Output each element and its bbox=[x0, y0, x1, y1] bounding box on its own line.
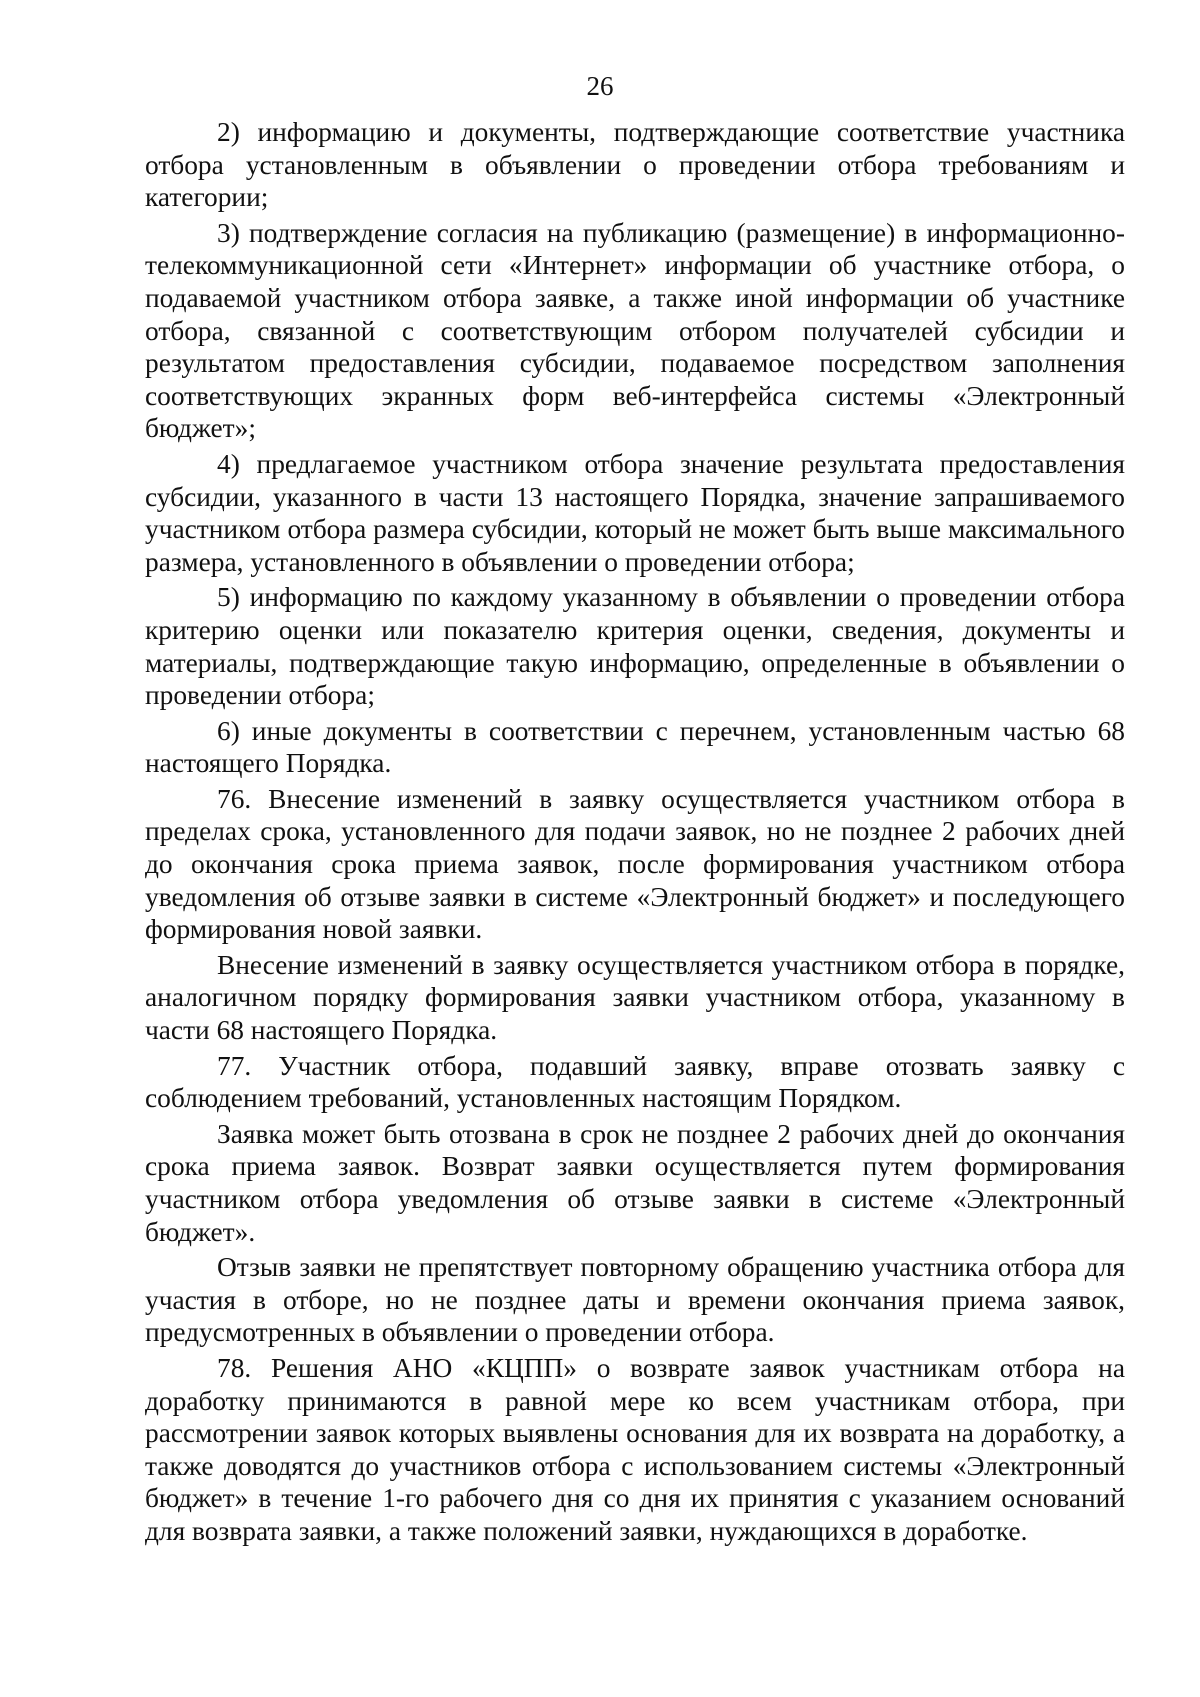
paragraph-clause-77-withdrawal: Заявка может быть отозвана в срок не позднее 2 рабочих дней до окончания срока приема заявок. Возврат заявки осуществляется путем формирования участником отбора уведомления об отзыве заявки в системе «Электронный бюджет». bbox=[145, 1118, 1125, 1247]
page-number: 26 bbox=[586, 71, 614, 101]
paragraph-clause-78: 78. Решения АНО «КЦПП» о возврате заявок участникам отбора на доработку принимаются в равной мере ко всем участникам отбора, при рассмотрении заявок которых выявлены основания для их возврата на доработку, а также доводятся до участников отбора с использованием системы «Электронный бюджет» в течение 1-го рабочего дня со дня их принятия с указанием оснований для возврата заявки, а также положений заявки, нуждающихся в доработке. bbox=[145, 1352, 1125, 1546]
paragraph-item-3: 3) подтверждение согласия на публикацию (размещение) в информационно-телекоммуникационной сети «Интернет» информации об участнике отбора, о подаваемой участником отбора заявке, а также иной информации об участнике отбора, связанной с соответствующим отбором получателей субсидии и результатом предоставления субсидии, подаваемое посредством заполнения соответствующих экранных форм веб-интерфейса системы «Электронный бюджет»; bbox=[145, 217, 1125, 444]
paragraph-item-6: 6) иные документы в соответствии с перечнем, установленным частью 68 настоящего Порядка. bbox=[145, 715, 1125, 779]
paragraph-item-5: 5) информацию по каждому указанному в объявлении о проведении отбора критерию оценки или показателю критерия оценки, сведения, документы и материалы, подтверждающие такую информацию, определенные в объявлении о проведении отбора; bbox=[145, 582, 1125, 711]
document-body bbox=[145, 116, 1125, 1551]
paragraph-clause-76: 76. Внесение изменений в заявку осуществляется участником отбора в пределах срока, установленного для подачи заявок, но не позднее 2 рабочих дней до окончания срока приема заявок, после формирования участником отбора уведомления об отзыве заявки в системе «Электронный бюджет» и последующего формирования новой заявки. bbox=[145, 783, 1125, 945]
paragraph-item-2: 2) информацию и документы, подтверждающие соответствие участника отбора установленным в объявлении о проведении отбора требованиям и категории; bbox=[145, 117, 1125, 213]
paragraph-clause-76-cont: Внесение изменений в заявку осуществляется участником отбора в порядке, аналогичном порядку формирования заявки участником отбора, указанному в части 68 настоящего Порядка. bbox=[145, 949, 1125, 1046]
paragraph-clause-77-resubmission: Отзыв заявки не препятствует повторному обращению участника отбора для участия в отборе, но не позднее даты и времени окончания приема заявок, предусмотренных в объявлении о проведении отбора. bbox=[145, 1252, 1125, 1348]
paragraph-item-4: 4) предлагаемое участником отбора значение результата предоставления субсидии, указанного в части 13 настоящего Порядка, значение запрашиваемого участником отбора размера субсидии, который не может быть выше максимального размера, установленного в объявлении о проведении отбора; bbox=[145, 448, 1125, 577]
paragraph-clause-77: 77. Участник отбора, подавший заявку, вправе отозвать заявку с соблюдением требований, установленных настоящим Порядком. bbox=[145, 1050, 1125, 1114]
